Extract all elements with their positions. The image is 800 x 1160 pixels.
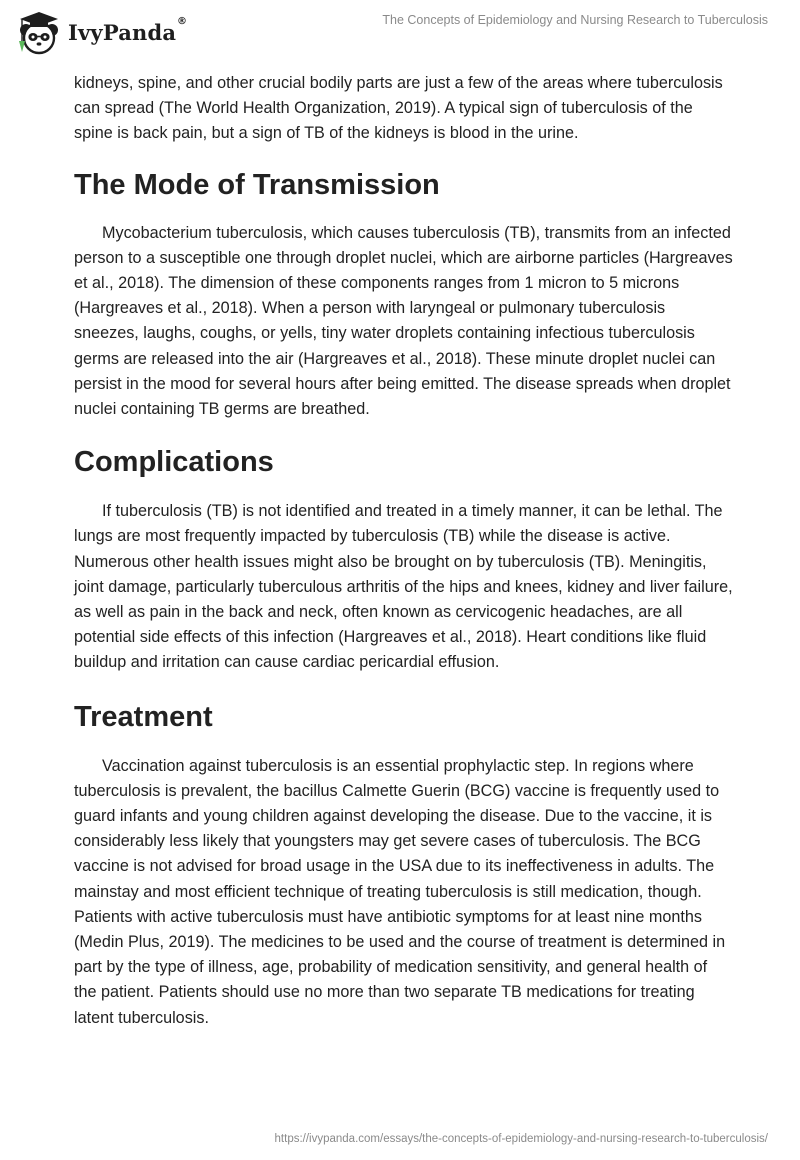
page-header	[0, 0, 800, 64]
panda-graduate-icon	[14, 8, 64, 56]
heading-mode-of-transmission: The Mode of Transmission	[74, 168, 440, 201]
source-url[interactable]: https://ivypanda.com/essays/the-concepts-of-epidemiology-and-nursing-research-to-tuberculosis/	[274, 1133, 768, 1145]
registered-mark: ®	[177, 15, 188, 27]
intro-paragraph: kidneys, spine, and other crucial bodily parts are just a few of the areas where tuberculosis can spread (The World Health Organization, 2019). A typical sign of tuberculosis of the spine is back pain, but a sign of TB of the kidneys is blood in the urine.	[74, 74, 723, 143]
ivypanda-logo[interactable]	[14, 8, 188, 56]
paragraph-complications: If tuberculosis (TB) is not identified and treated in a timely manner, it can be lethal. The lungs are most frequently impacted by tuberculosis (TB) while the disease is active. Numerous other health issues might also be brought on by tuberculosis (TB). Meningitis, joint damage, particularly tuberculous arthritis of the hips and knees, kidney and liver failure, as well as pain in the back and neck, often known as cervicogenic headaches, are all potential side effects of this infection (Hargreaves et al., 2018). Heart conditions like fluid buildup and irritation can cause cardiac pericardial effusion.	[74, 502, 733, 672]
paragraph-treatment: Vaccination against tuberculosis is an essential prophylactic step. In regions where tuberculosis is prevalent, the bacillus Calmette Guerin (BCG) vaccine is frequently used to guard infants and young children against developing the disease. Due to the vaccine, it is considerably less likely that youngsters may get severe cases of tuberculosis. The BCG vaccine is not advised for broad usage in the USA due to its ineffectiveness in adults. The mainstay and most efficient technique of treating tuberculosis is still medication, though. Patients with active tuberculosis must have antibiotic symptoms for at least nine months (Medin Plus, 2019). The medicines to be used and the course of treatment is determined in part by the type of illness, age, probability of medication sensitivity, and general health of the patient. Patients should use no more than two separate TB medications for treating latent tuberculosis.	[74, 756, 726, 1027]
document-title: The Concepts of Epidemiology and Nursing Research to Tuberculosis	[382, 13, 768, 27]
paragraph-mode-of-transmission: Mycobacterium tuberculosis, which causes tuberculosis (TB), transmits from an infected person to a susceptible one through droplet nuclei, which are airborne particles (Hargreaves et al., 2018). The dimension of these components ranges from 1 micron to 5 microns (Hargreaves et al., 2018). When a person with laryngeal or pulmonary tuberculosis sneezes, laughs, coughs, or yells, tiny water droplets containing infectious tuberculosis germs are released into the air (Hargreaves et al., 2018). These minute droplet nuclei can persist in the mood for several hours after being emitted. The disease spreads when droplet nuclei containing TB germs are breathed.	[74, 223, 733, 419]
brand-name	[68, 15, 188, 45]
essay-content	[74, 71, 734, 1031]
heading-treatment: Treatment	[74, 700, 213, 733]
brand-name-text: IvyPanda	[68, 19, 177, 45]
heading-complications: Complications	[74, 446, 274, 479]
